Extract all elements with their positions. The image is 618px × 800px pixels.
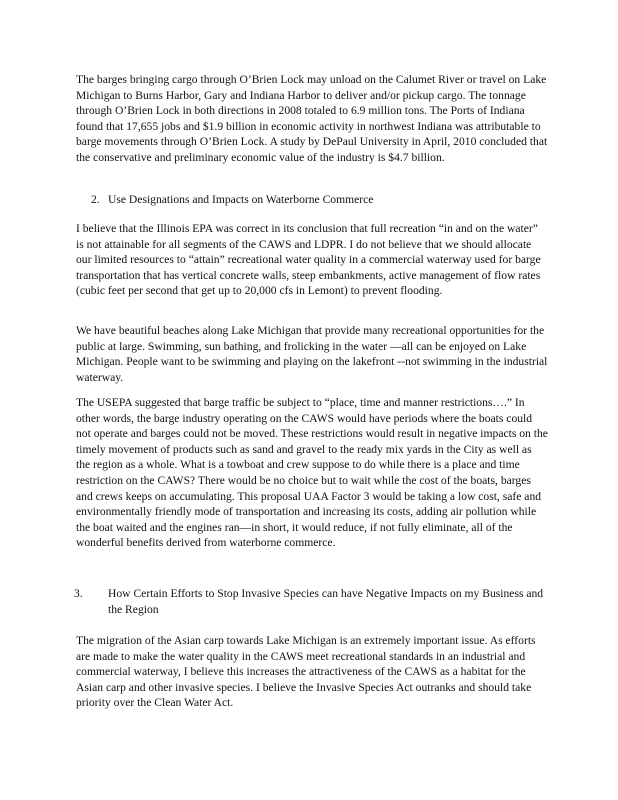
paragraph-asian-carp	[76, 633, 548, 711]
section-title: Use Designations and Impacts on Waterborne Commerce	[108, 193, 374, 206]
section-title: How Certain Efforts to Stop Invasive Species can have Negative Impacts on my Business and the Region	[108, 587, 544, 616]
paragraph-text: We have beautiful beaches along Lake Michigan that provide many recreational opportunities for the public at large. Swimming, sun bathing, and frolicking in the water —all can be enjoyed on Lake Michigan. People want to be swimming and playing on the lakefront --not swimming in the industrial waterway.	[76, 324, 548, 384]
paragraph-lake-michigan-beaches	[76, 323, 548, 385]
paragraph-text: The barges bringing cargo through O’Brien Lock may unload on the Calumet River or travel on Lake Michigan to Burns Harbor, Gary and Indiana Harbor to deliver and/or pickup cargo. The tonnage through O’Brien Lock in both directions in 2008 totaled to 6.9 million tons. The Ports of Indiana found that 17,655 jobs and $1.9 billion in economic activity in northwest Indiana was attributable to barge movements through O’Brien Lock. A study by DePaul University in April, 2010 concluded that the conservative and preliminary economic value of the industry is $4.7 billion.	[76, 73, 548, 164]
section-number: 3.	[74, 587, 83, 600]
paragraph-illinois-epa	[76, 221, 548, 299]
section-heading-use-designations	[91, 192, 551, 208]
paragraph-text: The USEPA suggested that barge traffic be subject to “place, time and manner restrictions….” In other words, the barge industry operating on the CAWS would have periods where the boats could not operate and barges could not be moved. These restrictions would result in negative impacts on the timely movement of products such as sand and gravel to the ready mix yards in the City as well as the region as a whole. What is a towboat and crew suppose to do while there is a place and time restriction on the CAWS? There would be no choice but to wait while the cost of the boats, barges and crews keeps on accumulating. This proposal UAA Factor 3 would be taking a low cost, safe and environmentally friendly mode of transportation and increasing its costs, adding air pollution while the boat waited and the engines ran—in short, it would reduce, if not fully eliminate, all of the wonderful benefits derived from waterborne commerce.	[76, 396, 548, 550]
section-heading-invasive-species	[74, 586, 551, 617]
section-number: 2.	[91, 193, 100, 206]
paragraph-barge-cargo	[76, 72, 548, 166]
paragraph-usepa-restrictions	[76, 395, 548, 551]
paragraph-text: The migration of the Asian carp towards Lake Michigan is an extremely important issue. As efforts are made to make the water quality in the CAWS meet recreational standards in an industrial and commercial waterway, I believe this increases the attractiveness of the CAWS as a habitat for the Asian carp and other invasive species. I believe the Invasive Species Act outranks and should take priority over the Clean Water Act.	[76, 634, 536, 710]
paragraph-text: I believe that the Illinois EPA was correct in its conclusion that full recreation “in and on the water” is not attainable for all segments of the CAWS and LDPR. I do not believe that we should allocate our limited resources to “attain” recreational water quality in a commercial waterway used for barge transportation that has vertical concrete walls, steep embankments, active management of flow rates (cubic feet per second that get up to 20,000 cfs in Lemont) to prevent flooding.	[76, 222, 541, 298]
